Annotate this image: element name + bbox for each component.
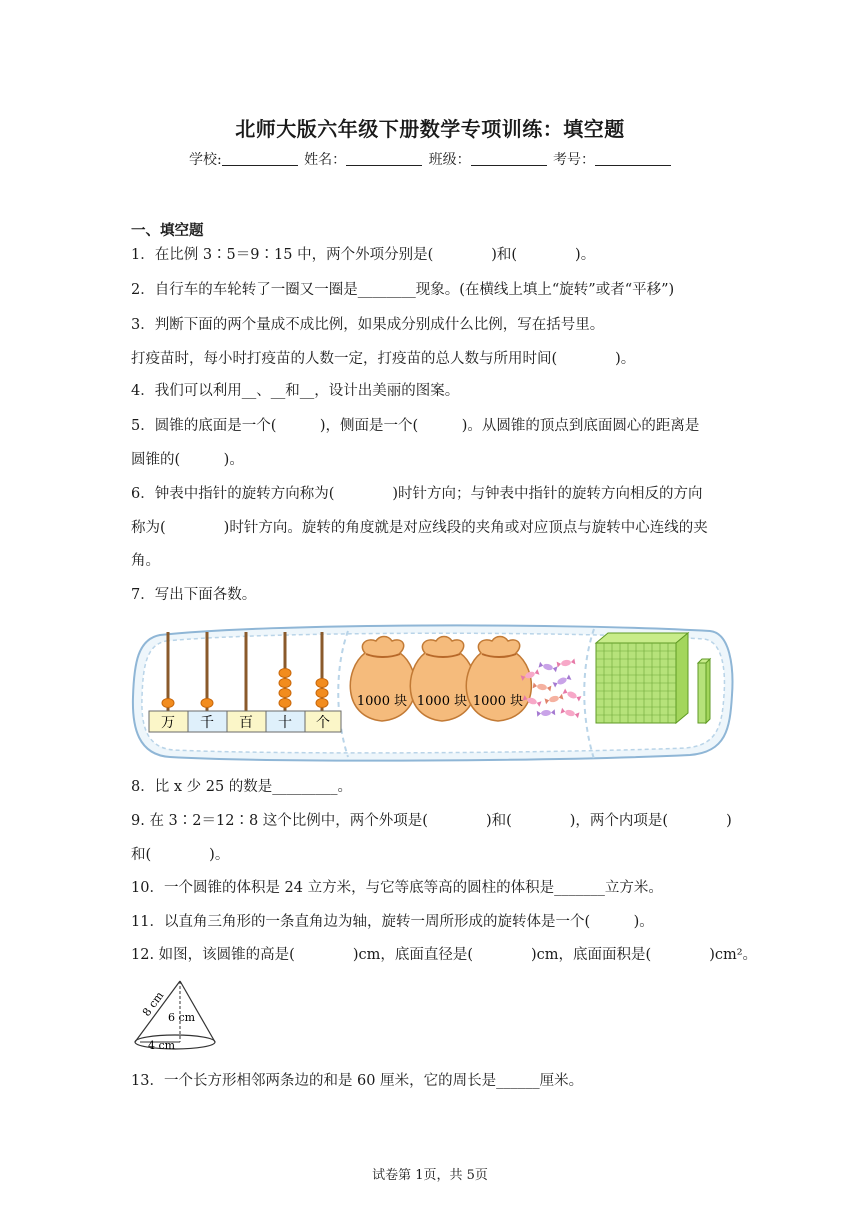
question-9-cont: 和( )。 [131,847,230,863]
cone-base-label: 4 cm [148,1039,176,1052]
question-1: 1．在比例 3∶5＝9∶15 中，两个外项分别是( )和( )。 [131,247,596,263]
class-blank [471,151,547,166]
abacus-bead [201,699,213,708]
question-8: 8．比 x 少 25 的数是_________。 [131,779,353,795]
money-bag-label: 1000 块 [356,694,408,709]
question-2: 2．自行车的车轮转了一圈又一圈是________现象。(在横线上填上“旋转”或者“平移”) [131,282,675,298]
cube-top [596,633,688,643]
question-12: 12. 如图，该圆锥的高是( )cm，底面直径是( )cm，底面面积是( )cm²。 [131,947,758,963]
question-9: 9. 在 3∶2＝12∶8 这个比例中，两个外项是( )和( )，两个内项是( ) [131,813,732,829]
place-label-wan: 万 [161,715,175,731]
school-blank [222,151,298,166]
name-label: 姓名： [304,152,347,168]
cone-slant-label: 8 cm [139,989,167,1019]
question-13: 13．一个长方形相邻两条边的和是 60 厘米，它的周长是______厘米。 [131,1073,584,1089]
place-label-shi: 十 [278,715,292,731]
place-label-qian: 千 [200,715,214,731]
abacus-bead [279,669,291,678]
question-11: 11．以直角三角形的一条直角边为轴，旋转一周所形成的旋转体是一个( )。 [131,914,654,930]
thousand-cube [596,633,688,723]
question-3-detail: 打疫苗时，每小时打疫苗的人数一定，打疫苗的总人数与所用时间( )。 [131,351,636,367]
question-7-figure [130,617,735,767]
cone-figure [126,975,226,1057]
question-6-cont: 称为( )时针方向。旋转的角度就是对应线段的夹角或对应顶点与旋转中心连线的夹 [131,520,708,536]
abacus-bead [316,699,328,708]
question-3: 3．判断下面的两个量成不成比例，如果成分别成什么比例，写在括号里。 [131,317,605,333]
class-label: 班级： [428,152,471,168]
section-title: 一、填空题 [131,223,204,239]
money-bag-label: 1000 块 [416,694,468,709]
name-blank [346,151,422,166]
question-7: 7．写出下面各数。 [131,587,257,603]
abacus-bead [316,679,328,688]
question-5-cont: 圆锥的( )。 [131,452,244,468]
abacus-bead [279,699,291,708]
place-label-ge: 个 [316,715,330,731]
abacus-bead [316,689,328,698]
ten-rod [698,659,710,723]
question-6: 6．钟表中指针的旋转方向称为( )时针方向；与钟表中指针的旋转方向相反的方向 [131,486,703,502]
page-footer: 试卷第 1页，共 5页 [372,1168,488,1183]
question-6-cont2: 角。 [131,553,160,569]
abacus-bead [279,689,291,698]
money-bag-label: 1000 块 [472,694,524,709]
question-10: 10．一个圆锥的体积是 24 立方米，与它等底等高的圆柱的体积是_______立方米。 [131,880,663,896]
cube-side [676,633,688,723]
school-label: 学校: [188,152,222,168]
cone-height-label: 6 cm [168,1011,196,1024]
student-info-row [0,149,860,169]
exam-no-label: 考号： [553,152,596,168]
abacus-bead [162,699,174,708]
exam-no-blank [595,151,671,166]
place-label-bai: 百 [239,715,253,731]
question-5: 5．圆锥的底面是一个( )，侧面是一个( )。从圆锥的顶点到底面圆心的距离是 [131,418,700,434]
page-title: 北师大版六年级下册数学专项训练：填空题 [235,117,625,141]
question-4: 4．我们可以利用__、__和__，设计出美丽的图案。 [131,383,460,399]
abacus-bead [279,679,291,688]
